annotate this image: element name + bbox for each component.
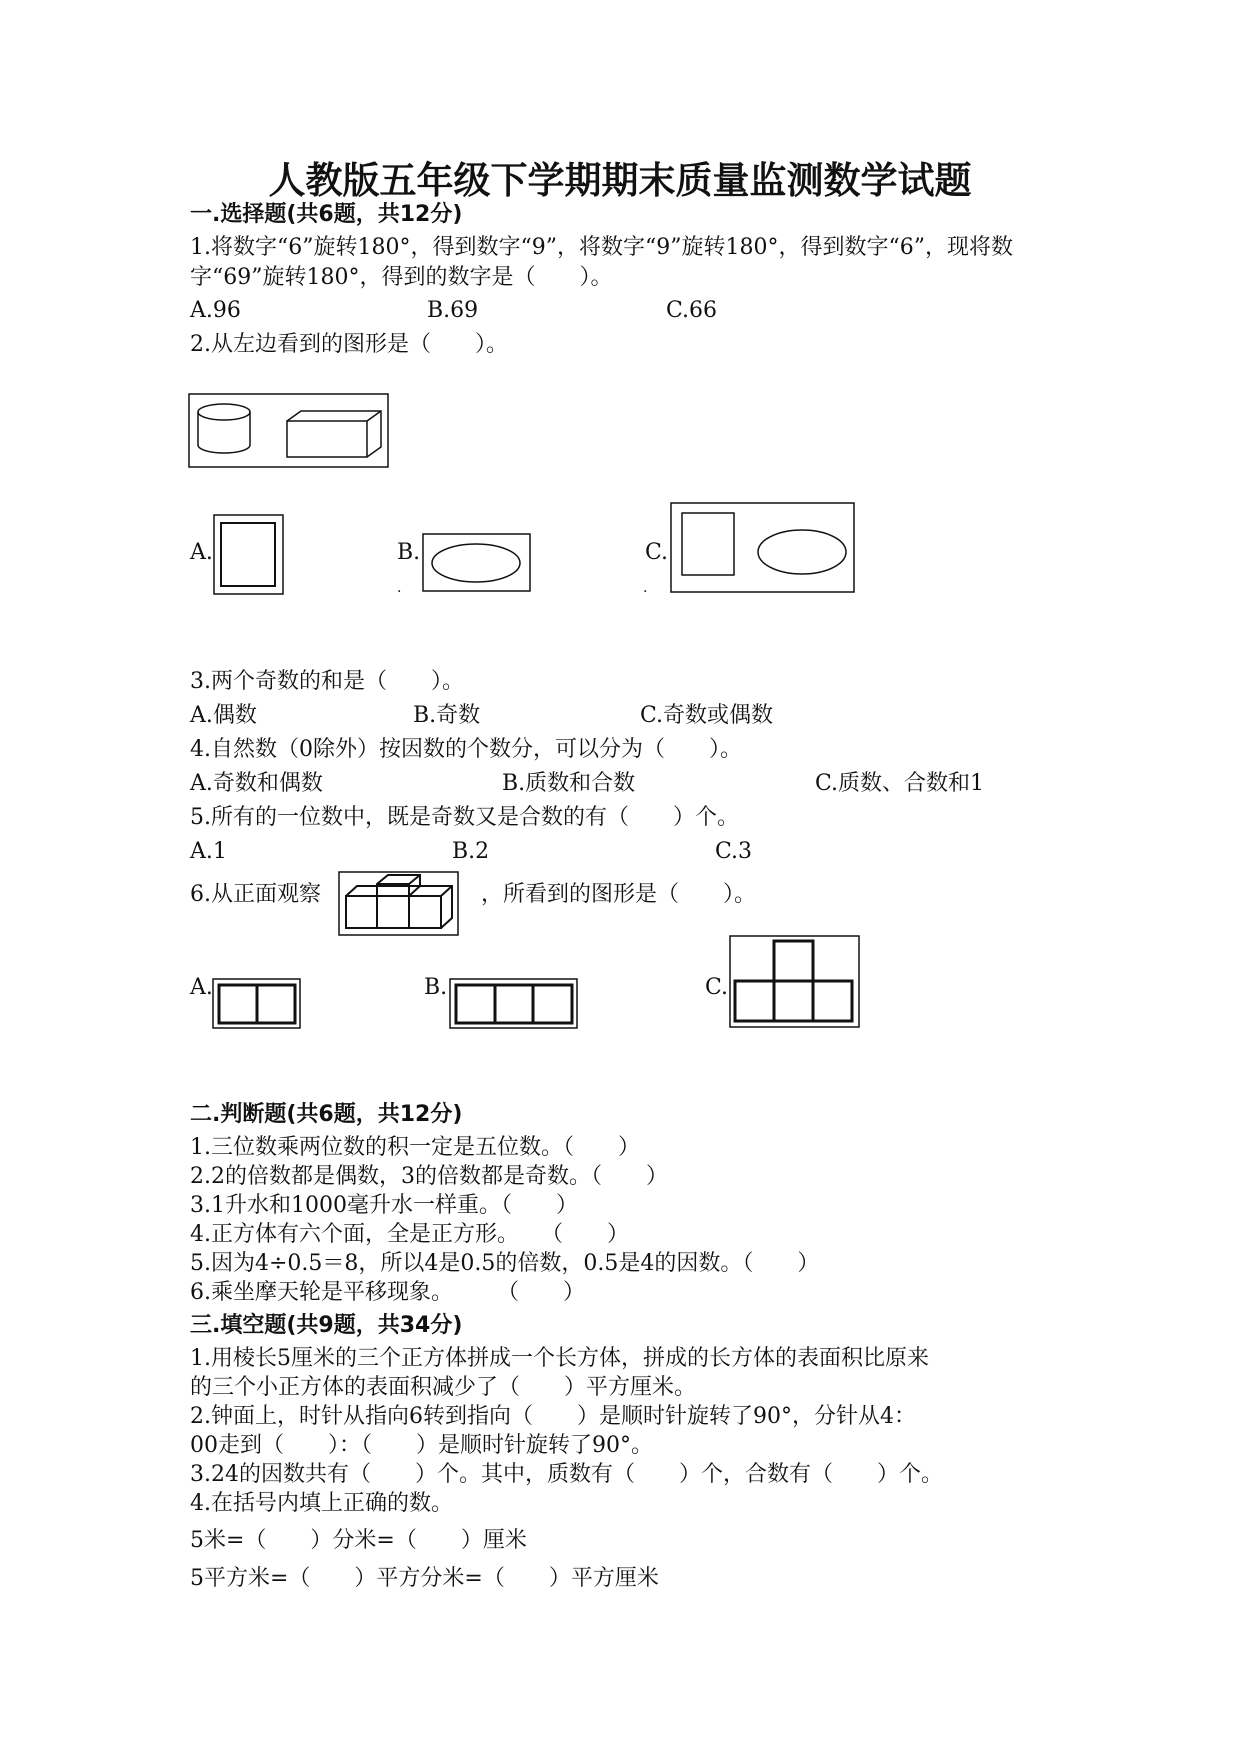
fill-line-1: 1.用棱长5厘米的三个正方体拼成一个长方体，拼成的长方体的表面积比原来 xyxy=(190,1346,929,1371)
fill-line-5: 3.24的因数共有（ ）个。其中，质数有（ ）个，合数有（ ）个。 xyxy=(190,1462,943,1487)
page-title: 人教版五年级下学期期末质量监测数学试题 xyxy=(268,159,972,202)
q6-option-c-figure xyxy=(729,935,861,1029)
q2-option-a-figure xyxy=(213,514,285,596)
judge-item-2: 2.2的倍数都是偶数，3的倍数都是奇数。（ ） xyxy=(190,1164,668,1189)
q2-option-b-dot: . xyxy=(397,580,402,596)
q6-option-a-figure xyxy=(212,978,302,1030)
q4-option-a: A.奇数和偶数 xyxy=(190,771,323,796)
q3-option-c: C.奇数或偶数 xyxy=(640,703,774,728)
section-heading-judge: 二.判断题(共6题，共12分) xyxy=(190,1102,463,1127)
q5-option-c: C.3 xyxy=(715,839,753,864)
fill-line-8: 5平方米=（ ）平方分米=（ ）平方厘米 xyxy=(190,1566,659,1591)
question-5-text: 5.所有的一位数中，既是奇数又是合数的有（ ）个。 xyxy=(190,805,739,830)
judge-item-6: 6.乘坐摩天轮是平移现象。 （ ） xyxy=(190,1280,585,1305)
fill-line-3: 2.钟面上，时针从指向6转到指向（ ）是顺时针旋转了90°，分针从4： xyxy=(190,1404,916,1429)
question-6-text-before: 6.从正面观察 xyxy=(190,882,321,907)
fill-line-4: 00走到（ ）：（ ）是顺时针旋转了90°。 xyxy=(190,1433,653,1458)
judge-item-4: 4.正方体有六个面，全是正方形。 （ ） xyxy=(190,1222,629,1247)
q6-cubes-figure xyxy=(338,871,460,937)
judge-item-3: 3.1升水和1000毫升水一样重。（ ） xyxy=(190,1193,578,1218)
q4-option-c: C.质数、合数和1 xyxy=(815,771,985,796)
q6-option-a: A. xyxy=(190,975,213,1000)
q1-option-a: A.96 xyxy=(190,298,241,323)
section-heading-choice: 一.选择题(共6题，共12分) xyxy=(190,202,463,227)
q1-option-b: B.69 xyxy=(427,298,479,323)
q2-option-c-figure xyxy=(670,502,856,594)
section-heading-fill: 三.填空题(共9题，共34分) xyxy=(190,1313,463,1338)
q2-cylinder-cuboid-figure xyxy=(188,393,390,469)
q1-option-c: C.66 xyxy=(666,298,718,323)
question-6-text-after: ，所看到的图形是（ ）。 xyxy=(481,882,757,907)
fill-line-6: 4.在括号内填上正确的数。 xyxy=(190,1491,453,1516)
q4-option-b: B.质数和合数 xyxy=(502,771,636,796)
judge-item-5: 5.因为4÷0.5＝8，所以4是0.5的倍数，0.5是4的因数。（ ） xyxy=(190,1251,820,1276)
q3-option-a: A.偶数 xyxy=(190,703,257,728)
q2-option-b-figure xyxy=(422,533,532,593)
q3-option-b: B.奇数 xyxy=(413,703,481,728)
q5-option-b: B.2 xyxy=(452,839,490,864)
fill-line-7: 5米=（ ）分米=（ ）厘米 xyxy=(190,1528,527,1553)
q6-option-c: C. xyxy=(705,975,729,1000)
question-3-text: 3.两个奇数的和是（ ）。 xyxy=(190,669,464,694)
q2-option-a: A. xyxy=(190,540,213,565)
question-2-text: 2.从左边看到的图形是（ ）。 xyxy=(190,332,508,357)
question-1-text: 1.将数字“6”旋转180°，得到数字“9”，将数字“9”旋转180°，得到数字“6”，现将数字“69”旋转180°，得到的数字是（ ）。 xyxy=(190,235,1013,290)
q5-option-a: A.1 xyxy=(190,839,227,864)
q6-option-b-figure xyxy=(449,978,579,1030)
q2-option-b: B. xyxy=(397,540,421,565)
q2-option-c: C. xyxy=(645,540,669,565)
judge-item-1: 1.三位数乘两位数的积一定是五位数。（ ） xyxy=(190,1135,640,1160)
q2-option-c-dot: . xyxy=(643,580,648,596)
fill-line-2: 的三个小正方体的表面积减少了（ ）平方厘米。 xyxy=(190,1375,697,1400)
q6-option-b: B. xyxy=(424,975,448,1000)
question-4-text: 4.自然数（0除外）按因数的个数分，可以分为（ ）。 xyxy=(190,737,742,762)
